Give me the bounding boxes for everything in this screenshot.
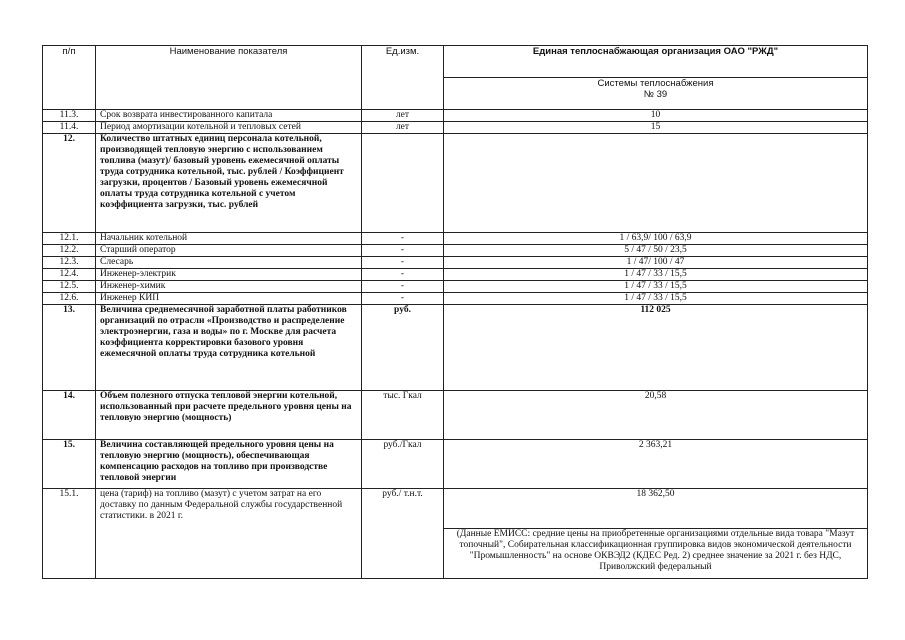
row-value: 18 362,50 [444,489,868,529]
header-system-cell [444,78,868,110]
row-num: 12.2. [43,245,96,257]
row-name: Старший оператор [96,245,362,257]
row-unit: руб./Гкал [362,440,444,489]
row-unit: - [362,233,444,245]
row-unit: лет [362,110,444,122]
table-row [43,489,868,529]
row-value: 1 / 63,9/ 100 / 63,9 [444,233,868,245]
row-name: Величина среднемесячной заработной платы работников организаций по отрасли «Производство и распределение электроэнергии, газа и воды» по г. Москве для расчета коэффициента корректировки базового уровня ежемесячной оплаты труда сотрудника котельной [96,305,362,391]
table-header-row [43,46,868,78]
table-row [43,440,868,489]
table-row [43,233,868,245]
row-value: 10 [444,110,868,122]
row-value: 112 025 [444,305,868,391]
row-name: цена (тариф) на топливо (мазут) с учетом затрат на его доставку по данным Федеральной службы государственной статистики. в 2021 г. [96,489,362,579]
row-num: 12.6. [43,293,96,305]
row-value: 1 / 47 / 33 / 15,5 [444,293,868,305]
row-name: Объем полезного отпуска тепловой энергии котельной, использованный при расчете предельного уровня цены на тепловую энергию (мощность) [96,391,362,440]
row-unit: - [362,293,444,305]
header-system-number: № 39 [643,89,668,100]
row-unit: тыс. Гкал [362,391,444,440]
row-value: 1 / 47/ 100 / 47 [444,257,868,269]
row-unit [362,134,444,233]
row-unit: руб. [362,305,444,391]
row-num: 12.5. [43,281,96,293]
row-value [444,134,868,233]
row-name: Инженер-химик [96,281,362,293]
row-num: 15. [43,440,96,489]
row-num: 11.3. [43,110,96,122]
row-num: 14. [43,391,96,440]
row-num: 13. [43,305,96,391]
table-row [43,257,868,269]
table-row [43,134,868,233]
row-name: Количество штатных единиц персонала котельной, производящей тепловую энергию с использованием топлива (мазут)/ базовый уровень ежемесячной оплаты труда сотрудника котельной, тыс. рублей / Коэффициент загрузки, процентов / Базовый уровень ежемесячной оплаты труда сотрудника котельной с учетом коэффициента загрузки, тыс. рублей [96,134,362,233]
row-unit: - [362,269,444,281]
row-note: (Данные ЕМИСС: средние цены на приобретенные организациями отдельные вида товара "Мазут топочный", Собирательная классификационная группировка видов экономической деятельности "Промышленность" на основе ОКВЭД2 (КДЕС Ред. 2) среднее значение за 2021 г. без НДС, Приволжский федеральный [444,529,868,579]
table-row [43,293,868,305]
header-col-num: п/п [43,46,96,110]
row-value: 1 / 47 / 33 / 15,5 [444,269,868,281]
header-col-name: Наименование показателя [96,46,362,110]
row-num: 12.4. [43,269,96,281]
row-value: 5 / 47 / 50 / 23,5 [444,245,868,257]
table-row [43,269,868,281]
table-row [43,122,868,134]
row-value: 1 / 47 / 33 / 15,5 [444,281,868,293]
table-row [43,245,868,257]
row-name: Величина составляющей предельного уровня цены на тепловую энергию (мощность), обеспечивающая компенсацию расходов на топливо при производстве тепловой энергии [96,440,362,489]
row-name: Срок возврата инвестированного капитала [96,110,362,122]
indicator-table [42,45,868,579]
header-col-unit: Ед.изм. [362,46,444,110]
row-value: 20,58 [444,391,868,440]
row-name: Период амортизации котельной и тепловых сетей [96,122,362,134]
table-row [43,391,868,440]
table-row [43,110,868,122]
table-row [43,281,868,293]
row-unit: руб./ т.н.т. [362,489,444,579]
row-value: 15 [444,122,868,134]
row-value: 2 363,21 [444,440,868,489]
header-system-label: Системы теплоснабжения [597,78,714,89]
row-num: 12.3. [43,257,96,269]
row-name: Инженер КИП [96,293,362,305]
row-num: 11.4. [43,122,96,134]
row-unit: - [362,257,444,269]
row-num: 12. [43,134,96,233]
header-org-title: Единая теплоснабжающая организация ОАО "РЖД" [444,46,868,78]
row-name: Слесарь [96,257,362,269]
row-unit: - [362,281,444,293]
row-num: 15.1. [43,489,96,579]
table-row [43,305,868,391]
row-name: Начальник котельной [96,233,362,245]
row-num: 12.1. [43,233,96,245]
row-name: Инженер-электрик [96,269,362,281]
row-unit: - [362,245,444,257]
row-unit: лет [362,122,444,134]
